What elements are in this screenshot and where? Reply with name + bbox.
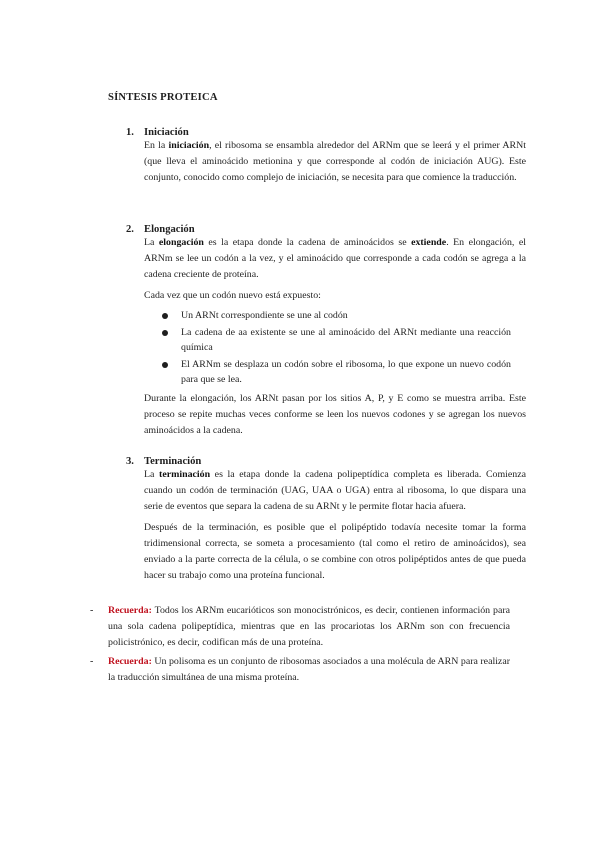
- section-elongacion: [126, 224, 526, 439]
- bullet-icon: [162, 313, 168, 319]
- bold-term: extiende: [411, 237, 447, 248]
- list-item: [144, 325, 526, 355]
- section-number: 3.: [126, 456, 134, 467]
- note-text: [108, 654, 510, 686]
- note-dash: -: [90, 655, 94, 667]
- section-iniciacion: [126, 127, 526, 187]
- note-label: Recuerda:: [108, 655, 152, 667]
- notes-list: [90, 603, 510, 688]
- note-label: Recuerda:: [108, 605, 152, 616]
- bullet-list: [144, 308, 526, 387]
- text-run: . En elongación, el ARNm se lee un codón a la vez, y el aminoácido que corresponde a cada codón se agrega a la cadena creciente de proteína.: [144, 237, 527, 281]
- list-item: [144, 357, 526, 387]
- note-text: [108, 603, 510, 652]
- text-run: Todos los ARNm eucarióticos son monocistrónicos, es decir, contienen información para una sola cadena polipeptídica, mientras que en las procariotas los ARNm son con frecuencia policistrónico, es decir, codifican más de una proteína.: [108, 605, 510, 649]
- section-heading: [126, 127, 526, 138]
- text-run: , el ribosoma se ensambla alrededor del ARNm que se leerá y el primer ARNt (que lleva el aminoácido metionina y que corresponde al codón de iniciación AUG). Este conjunto, conocido como complejo de iniciación, se necesita para que comience la traducción.: [144, 140, 526, 184]
- section-number: 2.: [126, 224, 134, 235]
- text-run: Un polisoma es un conjunto de ribosomas asociados a una molécula de ARN para realizar la traducción simultánea de una misma proteína.: [108, 655, 510, 683]
- list-item-text: Un ARNt correspondiente se une al codón: [181, 309, 348, 321]
- section-number: 1.: [126, 127, 134, 138]
- bold-term: iniciación: [168, 140, 210, 151]
- list-item: [144, 308, 526, 323]
- section-title: Elongación: [144, 224, 195, 235]
- section-heading: [126, 224, 526, 235]
- bullet-icon: [162, 362, 168, 368]
- section-paragraph: Cada vez que un codón nuevo está expuesto:: [144, 289, 321, 301]
- section-title: Terminación: [144, 456, 202, 467]
- section-paragraph: Después de la terminación, es posible que el polipéptido todavía necesite tomar la forma tridimensional correcta, se someta a procesamiento (tal como el retiro de aminoácidos), sea enviado a la parte correcta de la célula, o se combine con otros polipéptidos antes de que pueda hacer su trabajo como una proteína funcional.: [144, 521, 526, 582]
- section-paragraph: [144, 467, 526, 516]
- note-item: [90, 603, 510, 652]
- list-item-text: La cadena de aa existente se une al aminoácido del ARNt mediante una reacción química: [181, 326, 511, 353]
- text-run: es la etapa donde la cadena polipeptídica completa es liberada. Comienza cuando un codón de terminación (UAG, UAA o UGA) entra al ribosoma, lo que dispara una serie de eventos que separa la cadena de su ARNt y le permite flotar hacia afuera.: [144, 469, 526, 513]
- text-run: es la etapa donde la cadena de aminoácidos se: [203, 237, 412, 248]
- text-run: La: [144, 237, 159, 248]
- bold-term: terminación: [159, 469, 211, 480]
- note-item: [90, 654, 510, 686]
- section-title: Iniciación: [144, 127, 189, 138]
- section-heading: [126, 456, 526, 467]
- text-run: En la: [144, 140, 169, 151]
- note-dash: -: [90, 605, 94, 616]
- section-paragraph: [144, 138, 526, 187]
- section-terminacion: [126, 456, 526, 584]
- section-paragraph: Durante la elongación, los ARNt pasan por los sitios A, P, y E como se muestra arriba. Este proceso se repite muchas veces conforme se leen los nuevos codones y se agregan los nuevos aminoácidos a la cadena.: [144, 392, 526, 437]
- document-title: SÍNTESIS PROTEICA: [108, 92, 218, 103]
- bold-term: elongación: [158, 237, 204, 248]
- section-paragraph: [144, 235, 526, 284]
- bullet-icon: [162, 330, 168, 336]
- list-item-text: El ARNm se desplaza un codón sobre el ribosoma, lo que expone un nuevo codón para que se lea.: [181, 358, 511, 385]
- text-run: La: [144, 469, 160, 480]
